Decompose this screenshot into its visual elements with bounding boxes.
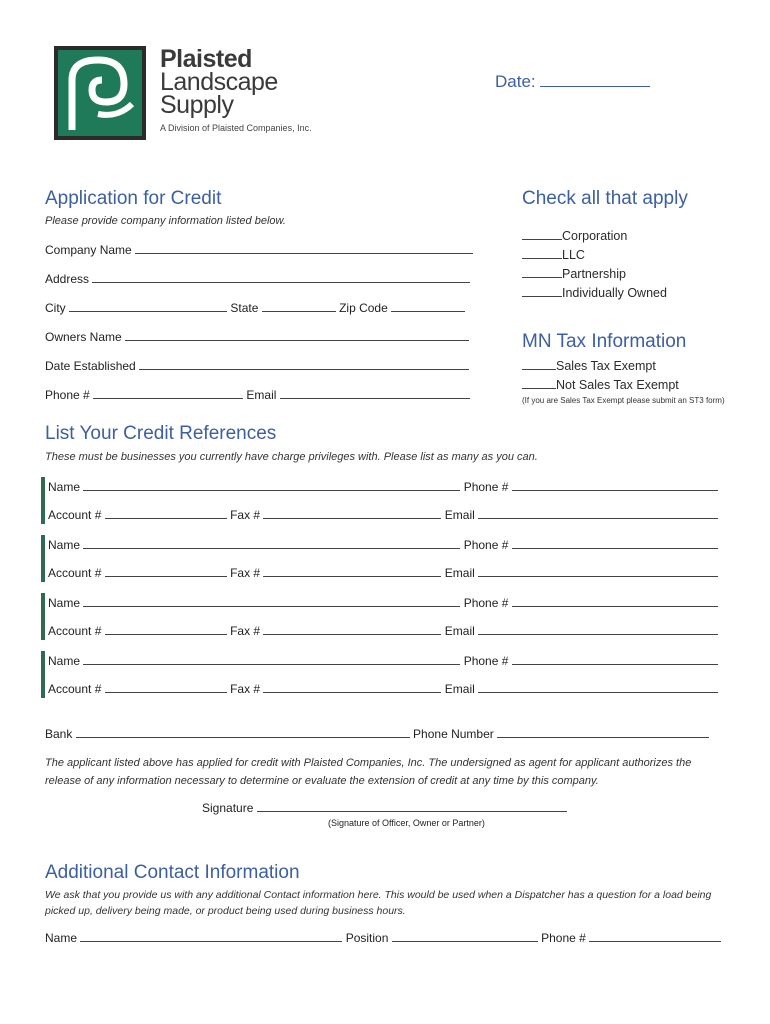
email-label: Email xyxy=(246,388,277,402)
owners-name-field[interactable] xyxy=(45,329,469,344)
ref-account-blank[interactable] xyxy=(105,565,227,577)
ref-name-blank[interactable] xyxy=(83,479,460,491)
reference-bar xyxy=(41,651,45,698)
ref-account-blank[interactable] xyxy=(105,623,227,635)
signature-field[interactable] xyxy=(202,800,567,815)
address-label: Address xyxy=(45,272,90,286)
additional-contact-row xyxy=(45,930,721,945)
signature-label: Signature xyxy=(202,801,254,815)
date-blank[interactable] xyxy=(540,75,650,87)
city-label: City xyxy=(45,301,66,315)
ref-name-blank[interactable] xyxy=(83,595,460,607)
check-blank[interactable] xyxy=(522,247,562,259)
additional-name-label: Name xyxy=(45,931,78,945)
date-established-blank[interactable] xyxy=(139,358,469,370)
owners-name-blank[interactable] xyxy=(125,329,469,341)
ref-email-label: Email xyxy=(444,624,475,638)
ref-name-label: Name xyxy=(48,654,81,668)
bank-phone-label: Phone Number xyxy=(413,727,494,741)
ref-fax-label: Fax # xyxy=(230,566,261,580)
date-field[interactable] xyxy=(495,72,650,92)
ref-phone-label: Phone # xyxy=(463,654,509,668)
bank-row xyxy=(45,726,709,741)
reference-1-name-row xyxy=(48,479,718,494)
ref-fax-blank[interactable] xyxy=(263,507,441,519)
phone-email-row xyxy=(45,387,470,402)
additional-position-label: Position xyxy=(345,931,389,945)
zip-label: Zip Code xyxy=(339,301,388,315)
ref-email-blank[interactable] xyxy=(478,681,718,693)
ref-fax-blank[interactable] xyxy=(263,565,441,577)
authorization-text: The applicant listed above has applied for credit with Plaisted Companies, Inc. The undersigned as agent for applicant authorizes the release of any information necessary to determine or evaluate the extension of credit at any time by this company. xyxy=(45,757,692,787)
ref-account-blank[interactable] xyxy=(105,507,227,519)
ref-phone-blank[interactable] xyxy=(512,479,718,491)
reference-bar xyxy=(41,477,45,524)
state-label: State xyxy=(230,301,259,315)
ref-phone-blank[interactable] xyxy=(512,653,718,665)
reference-1-account-row xyxy=(48,507,718,522)
bank-phone-blank[interactable] xyxy=(497,726,709,738)
application-heading: Application for Credit xyxy=(45,188,222,209)
additional-position-blank[interactable] xyxy=(392,930,538,942)
bank-blank[interactable] xyxy=(76,726,410,738)
option-label: Individually Owned xyxy=(562,286,667,300)
reference-2-name-row xyxy=(48,537,718,552)
additional-name-blank[interactable] xyxy=(80,930,342,942)
ref-fax-label: Fax # xyxy=(230,624,261,638)
ref-phone-label: Phone # xyxy=(463,480,509,494)
ref-fax-blank[interactable] xyxy=(263,623,441,635)
reference-bar xyxy=(41,535,45,582)
reference-2-account-row xyxy=(48,565,718,580)
phone-label: Phone # xyxy=(45,388,90,402)
mn-tax-heading: MN Tax Information xyxy=(522,331,687,352)
mn-tax-note: (If you are Sales Tax Exempt please submit an ST3 form) xyxy=(522,396,725,405)
company-name-field[interactable] xyxy=(45,242,473,257)
option-label: Corporation xyxy=(562,229,628,243)
date-established-label: Date Established xyxy=(45,359,136,373)
ref-name-label: Name xyxy=(48,596,81,610)
ref-email-blank[interactable] xyxy=(478,507,718,519)
checkbox-llc[interactable] xyxy=(522,247,585,262)
ref-phone-label: Phone # xyxy=(463,596,509,610)
ref-account-label: Account # xyxy=(48,682,102,696)
ref-email-blank[interactable] xyxy=(478,565,718,577)
ref-account-blank[interactable] xyxy=(105,681,227,693)
option-label: LLC xyxy=(562,248,585,262)
check-blank[interactable] xyxy=(522,358,556,370)
ref-email-blank[interactable] xyxy=(478,623,718,635)
checkbox-not-sales-tax-exempt[interactable] xyxy=(522,377,679,392)
additional-phone-blank[interactable] xyxy=(589,930,721,942)
additional-heading: Additional Contact Information xyxy=(45,862,300,883)
checkbox-sales-tax-exempt[interactable] xyxy=(522,358,656,373)
bank-label: Bank xyxy=(45,727,73,741)
reference-3-name-row xyxy=(48,595,718,610)
company-name-label: Company Name xyxy=(45,243,132,257)
checkbox-individually-owned[interactable] xyxy=(522,285,667,300)
city-blank[interactable] xyxy=(69,300,227,312)
ref-phone-blank[interactable] xyxy=(512,537,718,549)
email-blank[interactable] xyxy=(280,387,470,399)
check-all-heading: Check all that apply xyxy=(522,188,688,209)
checkbox-corporation[interactable] xyxy=(522,228,627,243)
ref-name-label: Name xyxy=(48,480,81,494)
signature-blank[interactable] xyxy=(257,800,567,812)
ref-account-label: Account # xyxy=(48,508,102,522)
ref-fax-blank[interactable] xyxy=(263,681,441,693)
reference-4-name-row xyxy=(48,653,718,668)
option-label: Sales Tax Exempt xyxy=(556,359,656,373)
date-label: Date: xyxy=(495,72,536,91)
signature-note: (Signature of Officer, Owner or Partner) xyxy=(328,818,485,828)
city-state-zip-row xyxy=(45,300,465,315)
reference-bar xyxy=(41,593,45,640)
state-blank[interactable] xyxy=(262,300,336,312)
check-blank[interactable] xyxy=(522,285,562,297)
option-label: Partnership xyxy=(562,267,626,281)
brand-name-line1: Plaisted xyxy=(160,45,252,73)
owners-name-label: Owners Name xyxy=(45,330,122,344)
ref-account-label: Account # xyxy=(48,566,102,580)
ref-fax-label: Fax # xyxy=(230,682,261,696)
brand-name-line2: Landscape xyxy=(160,68,278,96)
check-blank[interactable] xyxy=(522,377,556,389)
check-blank[interactable] xyxy=(522,228,562,240)
logo-swirl-icon xyxy=(58,50,142,136)
option-label: Not Sales Tax Exempt xyxy=(556,378,679,392)
ref-name-blank[interactable] xyxy=(83,653,460,665)
references-heading: List Your Credit References xyxy=(45,423,277,444)
check-blank[interactable] xyxy=(522,266,562,278)
address-field[interactable] xyxy=(45,271,470,286)
reference-4-account-row xyxy=(48,681,718,696)
zip-blank[interactable] xyxy=(391,300,465,312)
ref-email-label: Email xyxy=(444,566,475,580)
brand-division: A Division of Plaisted Companies, Inc. xyxy=(160,123,312,133)
ref-fax-label: Fax # xyxy=(230,508,261,522)
address-blank[interactable] xyxy=(92,271,470,283)
brand-name-line3: Supply xyxy=(160,91,234,119)
application-note: Please provide company information listed below. xyxy=(45,215,286,227)
ref-account-label: Account # xyxy=(48,624,102,638)
date-established-field[interactable] xyxy=(45,358,469,373)
ref-name-label: Name xyxy=(48,538,81,552)
logo-mark xyxy=(54,46,146,140)
company-name-blank[interactable] xyxy=(135,242,473,254)
phone-blank[interactable] xyxy=(93,387,243,399)
logo-wordmark xyxy=(160,45,312,133)
ref-name-blank[interactable] xyxy=(83,537,460,549)
reference-3-account-row xyxy=(48,623,718,638)
additional-phone-label: Phone # xyxy=(541,931,586,945)
additional-note: We ask that you provide us with any additional Contact information here. This would be used when a Dispatcher has a question for a load being picked up, delivery being made, or product being used during business hours. xyxy=(45,889,712,917)
ref-email-label: Email xyxy=(444,508,475,522)
checkbox-partnership[interactable] xyxy=(522,266,626,281)
references-note: These must be businesses you currently have charge privileges with. Please list as many as you can. xyxy=(45,451,538,463)
ref-phone-blank[interactable] xyxy=(512,595,718,607)
ref-email-label: Email xyxy=(444,682,475,696)
ref-phone-label: Phone # xyxy=(463,538,509,552)
